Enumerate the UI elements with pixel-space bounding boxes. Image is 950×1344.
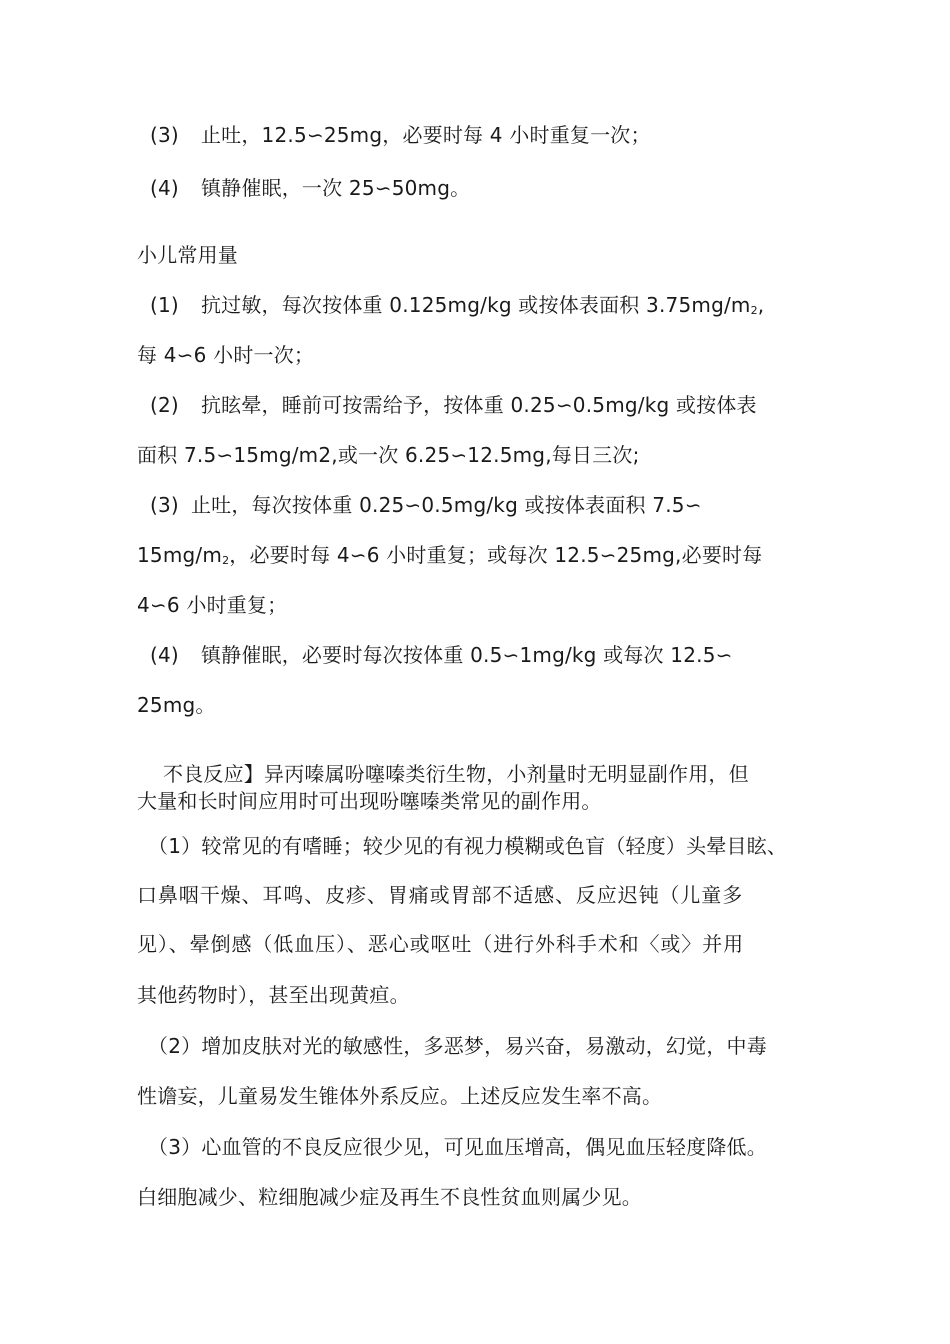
adverse-item-1-line-1: （1）较常见的有嗜睡；较少见的有视力模糊或色盲（轻度）头晕目眩、 [148, 834, 788, 858]
item-number: (2) [150, 393, 179, 417]
item-number: (3) [150, 493, 179, 517]
child-dosage-item-2-line-1 [150, 391, 757, 419]
item-text: 止吐，每次按体重 0.25∽0.5mg/kg 或按体表面积 7.5∽ [190, 493, 702, 517]
child-dosage-item-1-line-2: 每 4∽6 小时一次； [137, 343, 315, 367]
item-text: 镇静催眠，一次 25∽50mg。 [200, 176, 471, 200]
child-dosage-item-4-line-1 [150, 641, 733, 669]
subscript: 2 [750, 304, 758, 317]
item-text-end: ，必要时每 4∽6 小时重复；或每次 12.5∽25mg,必要时每 [229, 543, 763, 567]
child-dosage-item-2-line-2: 面积 7.5∽15mg/m2,或一次 6.25∽12.5mg,每日三次; [137, 443, 640, 467]
adverse-reactions-intro-line-2: 大量和长时间应用时可出现吩噻嗪类常见的副作用。 [137, 789, 602, 813]
adverse-item-1-line-4: 其他药物时），甚至出现黄疸。 [137, 983, 410, 1007]
adverse-item-3-line-2: 白细胞减少、粒细胞减少症及再生不良性贫血则属少见。 [137, 1185, 642, 1209]
adverse-item-2-line-1: （2）增加皮肤对光的敏感性，多恶梦，易兴奋，易激动，幻觉，中毒 [148, 1034, 767, 1058]
subscript: 2 [222, 554, 230, 567]
child-dosage-heading: 小儿常用量 [137, 243, 238, 267]
child-dosage-item-3-line-3: 4∽6 小时重复； [137, 593, 288, 617]
adverse-reactions-intro-line-1: 不良反应】异丙嗪属吩噻嗪类衍生物，小剂量时无明显副作用，但 [163, 762, 749, 786]
adverse-item-2-line-2: 性谵妄，儿童易发生锥体外系反应。上述反应发生率不高。 [137, 1084, 663, 1108]
child-dosage-item-1-line-1 [150, 291, 764, 325]
child-dosage-item-4-line-2: 25mg。 [137, 693, 216, 717]
item-text: 抗过敏，每次按体重 0.125mg/kg 或按体表面积 3.75mg/m [200, 293, 751, 317]
item-number: (1) [150, 293, 179, 317]
item-text: 止吐，12.5∽25mg，必要时每 4 小时重复一次； [200, 123, 651, 147]
item-text-end: , [757, 293, 765, 317]
adult-dosage-item-3 [150, 121, 651, 149]
item-text: 抗眩晕，睡前可按需给予，按体重 0.25∽0.5mg/kg 或按体表 [200, 393, 757, 417]
child-dosage-item-3-line-1 [150, 491, 702, 519]
item-number: (3) [150, 123, 179, 147]
item-number: (4) [150, 176, 179, 200]
item-text: 15mg/m [137, 543, 223, 567]
adult-dosage-item-4 [150, 174, 470, 202]
child-dosage-item-3-line-2 [137, 541, 762, 575]
item-text: 镇静催眠，必要时每次按体重 0.5∽1mg/kg 或每次 12.5∽ [200, 643, 733, 667]
item-number: (4) [150, 643, 179, 667]
adverse-item-3-line-1: （3）心血管的不良反应很少见，可见血压增高，偶见血压轻度降低。 [148, 1135, 767, 1159]
adverse-item-1-line-3: 见）、晕倒感（低血压）、恶心或呕吐（进行外科手术和〈或〉并用 [137, 932, 744, 956]
adverse-item-1-line-2: 口鼻咽干燥、耳鸣、皮疹、胃痛或胃部不适感、反应迟钝（儿童多 [137, 883, 744, 907]
